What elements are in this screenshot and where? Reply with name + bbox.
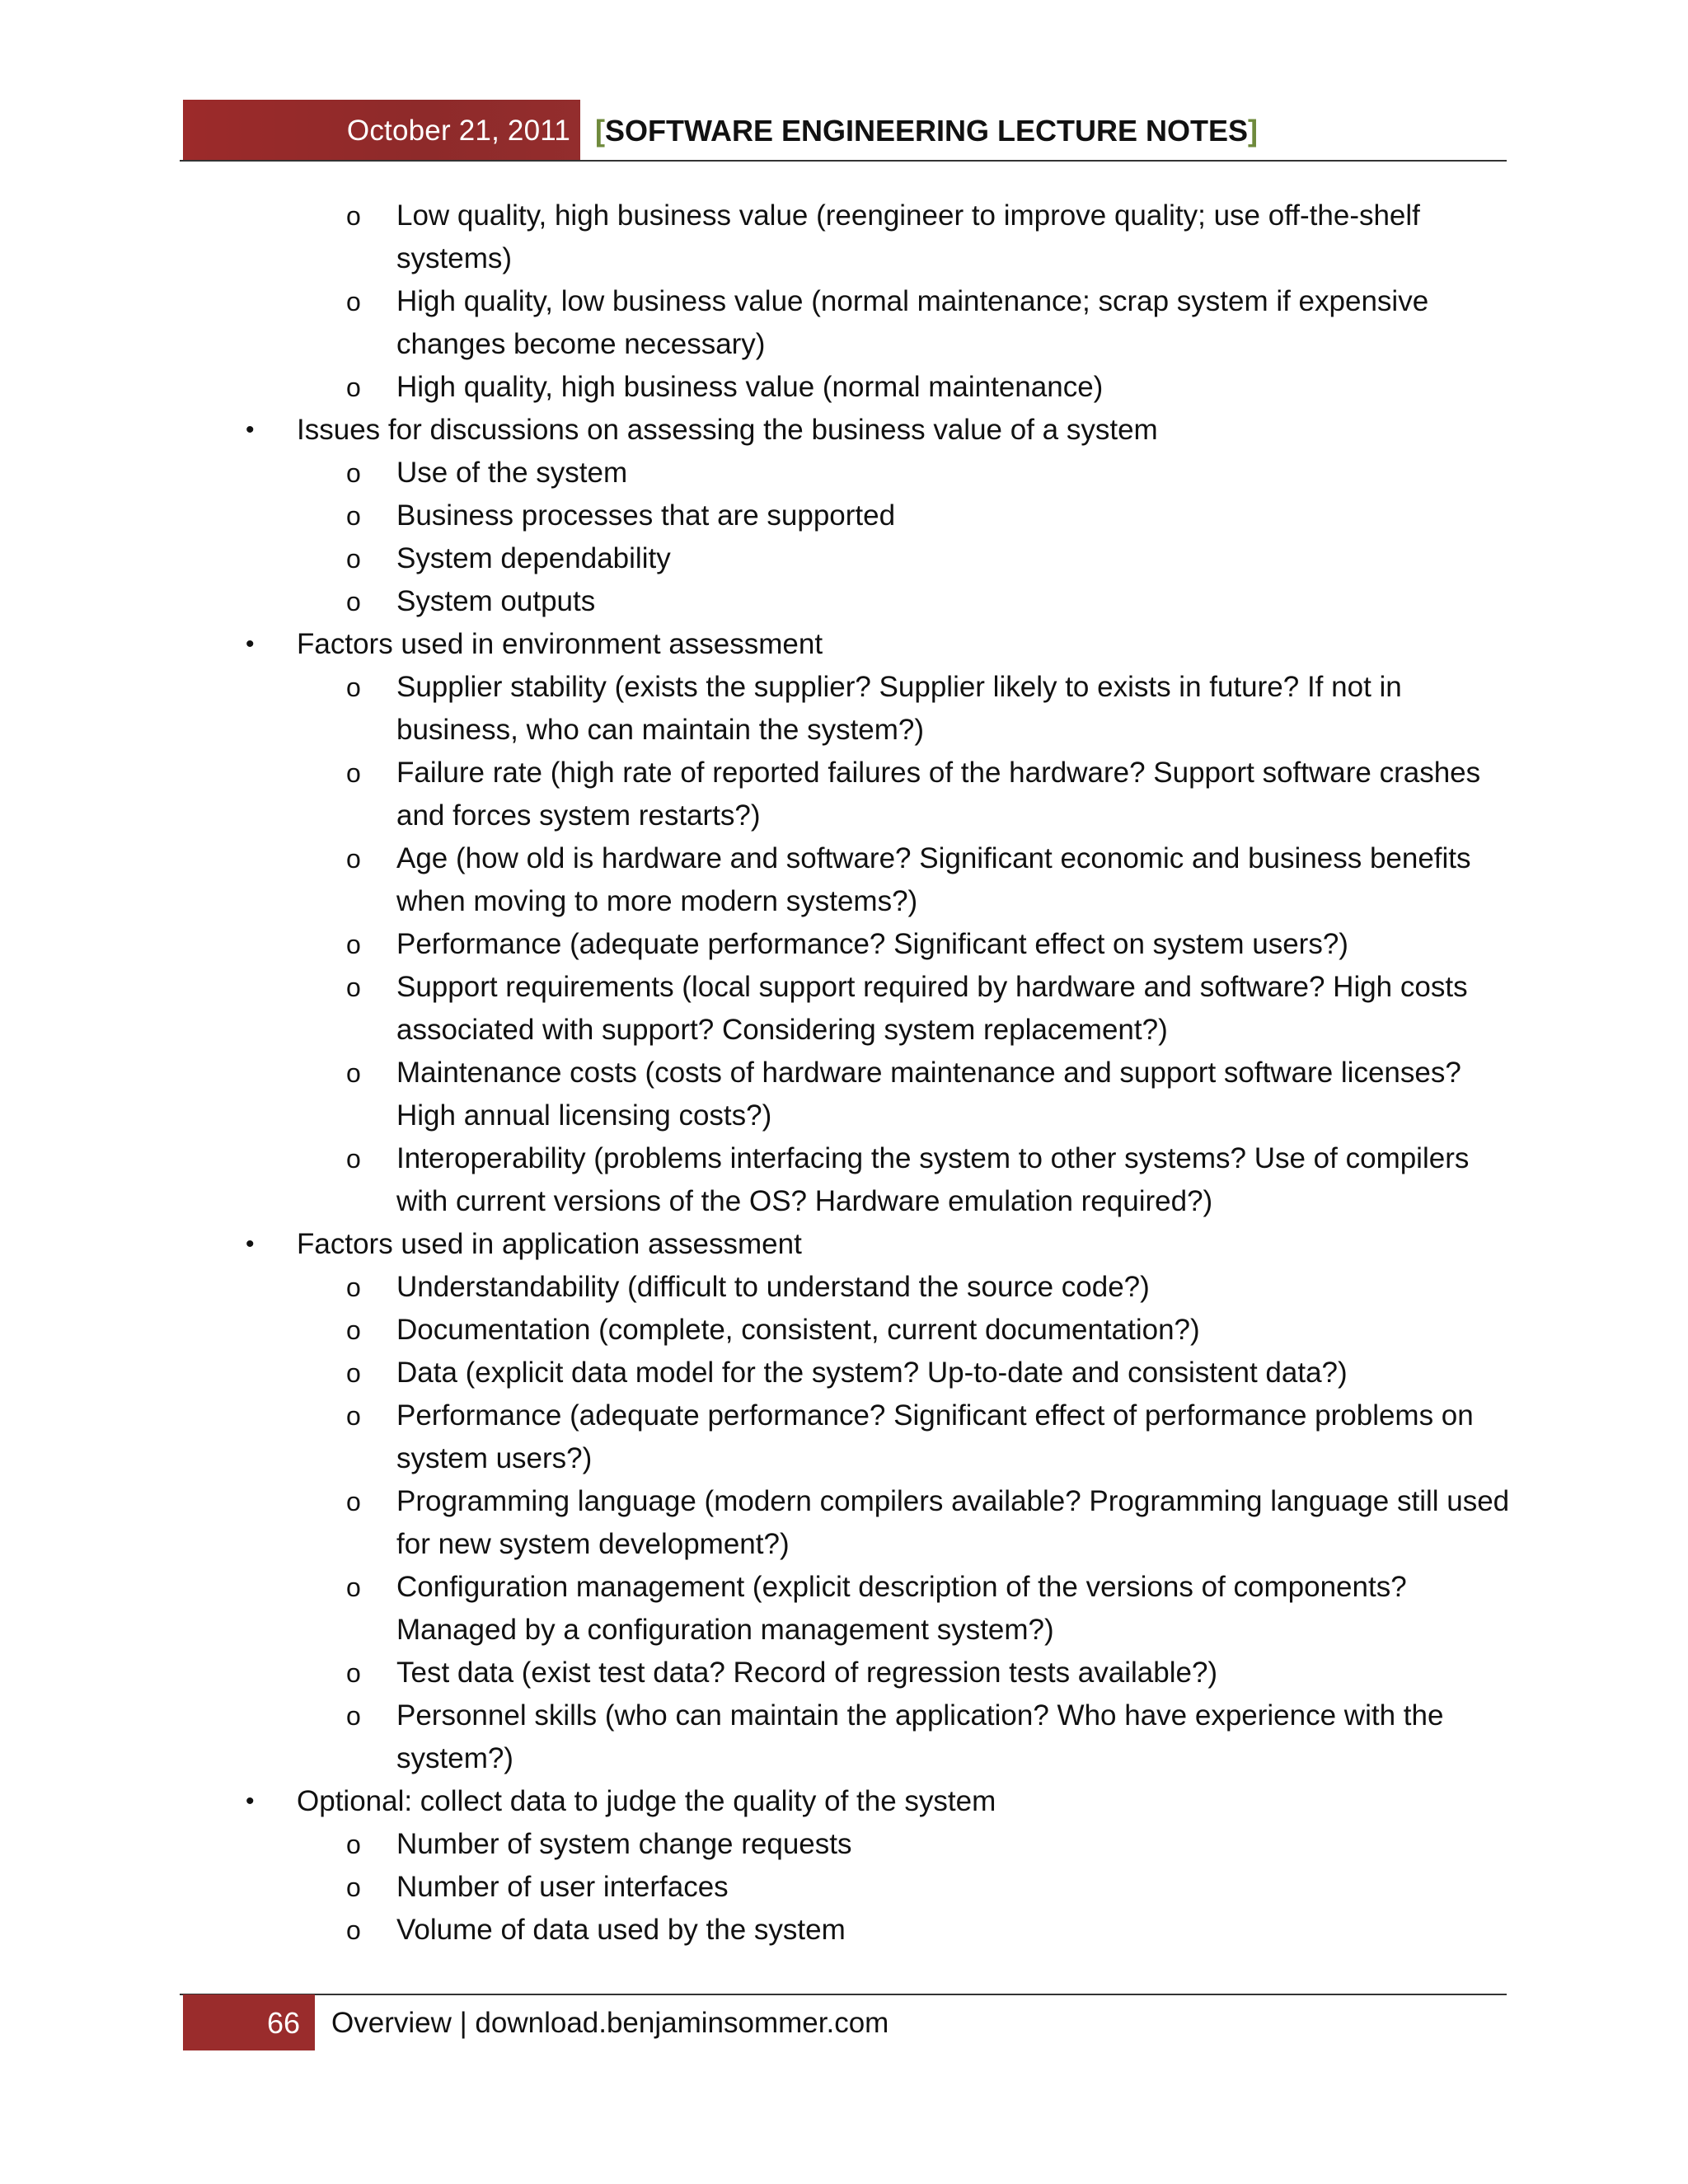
- sub-bullet-marker: o: [346, 673, 361, 702]
- sub-bullet-item: [0, 1394, 1517, 1480]
- sub-bullet-marker: o: [346, 544, 361, 574]
- item-text: Performance (adequate performance? Significant effect of performance problems on system users?): [396, 1399, 1474, 1474]
- sub-bullet-item: [0, 194, 1517, 280]
- sub-bullet-marker: o: [346, 1144, 361, 1174]
- bullet-item: [0, 409, 1517, 452]
- item-text: High quality, low business value (normal maintenance; scrap system if expensive changes become necessary): [396, 285, 1429, 360]
- sub-bullet-marker: o: [346, 1058, 361, 1088]
- sub-bullet-marker: o: [346, 201, 361, 231]
- bullet-marker: •: [246, 1230, 255, 1258]
- item-text: Configuration management (explicit description of the versions of components? Managed by a configuration management system?): [396, 1571, 1407, 1646]
- sub-bullet-item: [0, 923, 1517, 966]
- sub-bullet-marker: o: [346, 373, 361, 402]
- item-text: Supplier stability (exists the supplier? Supplier likely to exists in future? If not in business, who can maintain the system?): [396, 671, 1402, 746]
- sub-bullet-item: [0, 1480, 1517, 1566]
- bullet-marker: •: [246, 416, 255, 443]
- title-bracket-close: ]: [1248, 114, 1259, 148]
- sub-bullet-item: [0, 280, 1517, 366]
- sub-bullet-item: [0, 837, 1517, 923]
- sub-bullet-marker: o: [346, 1830, 361, 1859]
- document-title: [595, 100, 1258, 161]
- item-text: Number of system change requests: [396, 1828, 852, 1860]
- bullet-marker: •: [246, 630, 255, 658]
- sub-bullet-item: [0, 666, 1517, 752]
- sub-bullet-marker: o: [346, 287, 361, 316]
- sub-bullet-marker: o: [346, 1487, 361, 1516]
- bullet-item: [0, 1780, 1517, 1823]
- sub-bullet-marker: o: [346, 587, 361, 616]
- sub-bullet-item: [0, 752, 1517, 837]
- sub-bullet-marker: o: [346, 501, 361, 531]
- page-number: 66: [266, 2006, 300, 2040]
- item-text: Interoperability (problems interfacing the system to other systems? Use of compilers with current versions of the OS? Hardware emulation required?): [396, 1142, 1470, 1217]
- item-text: Number of user interfaces: [396, 1871, 729, 1903]
- item-text: Understandability (difficult to understand the source code?): [396, 1271, 1150, 1303]
- item-text: Issues for discussions on assessing the business value of a system: [297, 414, 1158, 446]
- item-text: Performance (adequate performance? Significant effect on system users?): [396, 928, 1348, 960]
- notes-list: [0, 194, 1688, 1952]
- item-text: High quality, high business value (normal maintenance): [396, 371, 1104, 403]
- sub-bullet-marker: o: [346, 758, 361, 788]
- item-text: System dependability: [396, 542, 671, 574]
- item-text: Support requirements (local support required by hardware and software? High costs associated with support? Considering system replacement?): [396, 971, 1468, 1046]
- sub-bullet-marker: o: [346, 1572, 361, 1602]
- sub-bullet-item: [0, 1137, 1517, 1223]
- sub-bullet-marker: o: [346, 1401, 361, 1431]
- sub-bullet-marker: o: [346, 1872, 361, 1902]
- item-text: Documentation (complete, consistent, current documentation?): [396, 1314, 1200, 1346]
- sub-bullet-item: [0, 1909, 1517, 1952]
- item-text: Factors used in environment assessment: [297, 628, 823, 660]
- sub-bullet-item: [0, 1352, 1517, 1394]
- sub-bullet-marker: o: [346, 458, 361, 488]
- item-text: Volume of data used by the system: [396, 1914, 846, 1946]
- item-text: Factors used in application assessment: [297, 1228, 802, 1260]
- title-bracket-open: [: [595, 114, 605, 148]
- footer-text: Overview | download.benjaminsommer.com: [331, 2007, 889, 2039]
- header-date: October 21, 2011: [346, 115, 570, 147]
- item-text: Business processes that are supported: [396, 499, 896, 532]
- header-divider: [180, 160, 1507, 162]
- sub-bullet-marker: o: [346, 1358, 361, 1388]
- sub-bullet-item: [0, 1266, 1517, 1309]
- sub-bullet-item: [0, 1866, 1517, 1909]
- item-text: Low quality, high business value (reengineer to improve quality; use off-the-shelf systems): [396, 199, 1420, 274]
- item-text: Use of the system: [396, 457, 628, 489]
- item-text: Programming language (modern compilers available? Programming language still used for new system development?): [396, 1485, 1510, 1560]
- sub-bullet-item: [0, 366, 1517, 409]
- sub-bullet-marker: o: [346, 1701, 361, 1731]
- sub-bullet-item: [0, 452, 1517, 494]
- sub-bullet-item: [0, 1694, 1517, 1780]
- sub-bullet-item: [0, 1823, 1517, 1866]
- bullet-marker: •: [246, 1788, 255, 1815]
- item-text: Age (how old is hardware and software? Significant economic and business benefits when moving to more modern systems?): [396, 842, 1471, 917]
- bullet-item: [0, 1223, 1517, 1266]
- sub-bullet-marker: o: [346, 930, 361, 959]
- item-text: Optional: collect data to judge the quality of the system: [297, 1785, 996, 1817]
- sub-bullet-item: [0, 966, 1517, 1052]
- sub-bullet-item: [0, 580, 1517, 623]
- bullet-item: [0, 623, 1517, 666]
- sub-bullet-marker: o: [346, 972, 361, 1002]
- sub-bullet-marker: o: [346, 844, 361, 874]
- item-text: Maintenance costs (costs of hardware maintenance and support software licenses? High annual licensing costs?): [396, 1057, 1461, 1132]
- sub-bullet-item: [0, 1052, 1517, 1137]
- sub-bullet-marker: o: [346, 1658, 361, 1688]
- sub-bullet-item: [0, 1566, 1517, 1652]
- sub-bullet-item: [0, 537, 1517, 580]
- sub-bullet-marker: o: [346, 1272, 361, 1302]
- title-text: SOFTWARE ENGINEERING LECTURE NOTES: [605, 114, 1249, 148]
- sub-bullet-item: [0, 494, 1517, 537]
- sub-bullet-item: [0, 1309, 1517, 1352]
- sub-bullet-item: [0, 1652, 1517, 1694]
- sub-bullet-marker: o: [346, 1915, 361, 1945]
- item-text: Personnel skills (who can maintain the application? Who have experience with the system?): [396, 1699, 1444, 1774]
- item-text: System outputs: [396, 585, 596, 617]
- item-text: Data (explicit data model for the system? Up-to-date and consistent data?): [396, 1357, 1348, 1389]
- sub-bullet-marker: o: [346, 1315, 361, 1345]
- item-text: Failure rate (high rate of reported failures of the hardware? Support software crashes and forces system restarts?): [396, 757, 1481, 832]
- item-text: Test data (exist test data? Record of regression tests available?): [396, 1657, 1218, 1689]
